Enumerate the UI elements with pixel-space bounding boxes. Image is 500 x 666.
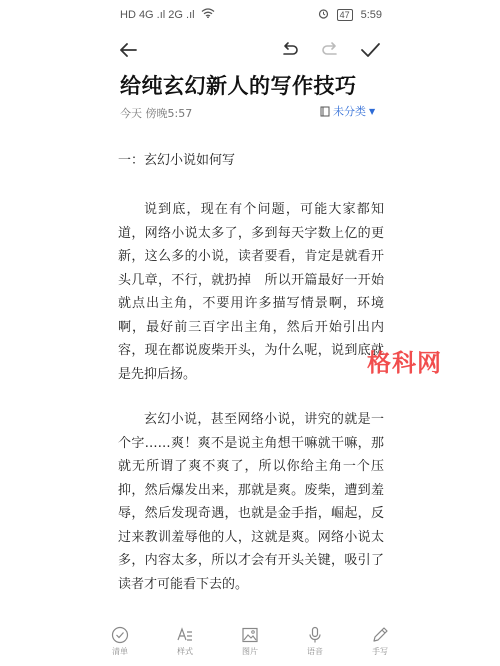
paragraph-1: 说到底，现在有个问题，可能大家都知道，网络小说太多了，多到每天字数上亿的更新，这么多的小说，读者要看，肯定是就看开头几章，不行，就扔掉 所以开篇最好一开始就点出主角，不要用许多描写情景啊，环境啊，最好前三百字出主角，然后开始引出内容，现在都说废柴开头，为什么呢，说到底就是先抑后扬。 (118, 202, 384, 382)
editor-toolbar (0, 30, 500, 70)
save-button[interactable] (356, 36, 384, 64)
notebook-icon (320, 106, 330, 117)
status-right (318, 8, 382, 22)
back-arrow-icon (117, 39, 139, 61)
battery-icon: 47 (337, 9, 353, 21)
voice-label: 语音 (307, 647, 323, 656)
status-left (120, 8, 215, 21)
microphone-icon (306, 626, 324, 644)
redo-icon (319, 39, 341, 61)
checklist-icon (111, 626, 129, 644)
style-label: 样式 (177, 647, 193, 656)
paragraph-2: 玄幻小说，甚至网络小说，讲究的就是一个字……爽！爽不是说主角想干嘛就干嘛，那就无所谓了爽不爽了，所以你给主角一个压抑，然后爆发出来，那就是爽。废柴，遭到羞辱，然后发现奇遇，也就是金手指，崛起，反过来教训羞辱他的人，这就是爽。网络小说太多，内容太多，所以才会有开头关键，吸引了读者才可能看下去的。 (118, 412, 384, 592)
handwriting-label: 手写 (372, 647, 388, 656)
image-label: 图片 (242, 647, 258, 656)
checkmark-icon (359, 39, 381, 61)
bottom-toolbar (100, 626, 400, 662)
clock-time: 5:59 (360, 9, 382, 21)
text-style-icon (176, 626, 194, 644)
image-button[interactable] (230, 626, 270, 662)
checklist-label: 清单 (112, 647, 128, 656)
undo-button[interactable] (276, 36, 304, 64)
voice-button[interactable] (295, 626, 335, 662)
note-body[interactable] (118, 150, 384, 618)
signal-status-text: HD 4G .ıl 2G .ıl (120, 8, 195, 21)
alarm-icon (318, 8, 329, 22)
pen-icon (371, 626, 389, 644)
content-heading: 一：玄幻小说如何写 (118, 153, 236, 168)
image-icon (241, 626, 259, 644)
redo-button[interactable] (316, 36, 344, 64)
checklist-button[interactable] (100, 626, 140, 662)
dropdown-triangle-icon: ▼ (369, 106, 376, 116)
handwriting-button[interactable] (360, 626, 400, 662)
note-title[interactable]: 给纯玄幻新人的写作技巧 (120, 74, 357, 98)
undo-icon (279, 39, 301, 61)
watermark-text: 格科网 (367, 349, 442, 377)
category-selector[interactable] (320, 103, 375, 119)
status-bar (0, 0, 500, 30)
back-button[interactable] (114, 36, 142, 64)
note-timestamp: 今天 傍晚5:57 (120, 107, 193, 120)
wifi-icon (201, 8, 215, 21)
category-label: 未分类 (333, 105, 366, 118)
style-button[interactable] (165, 626, 205, 662)
